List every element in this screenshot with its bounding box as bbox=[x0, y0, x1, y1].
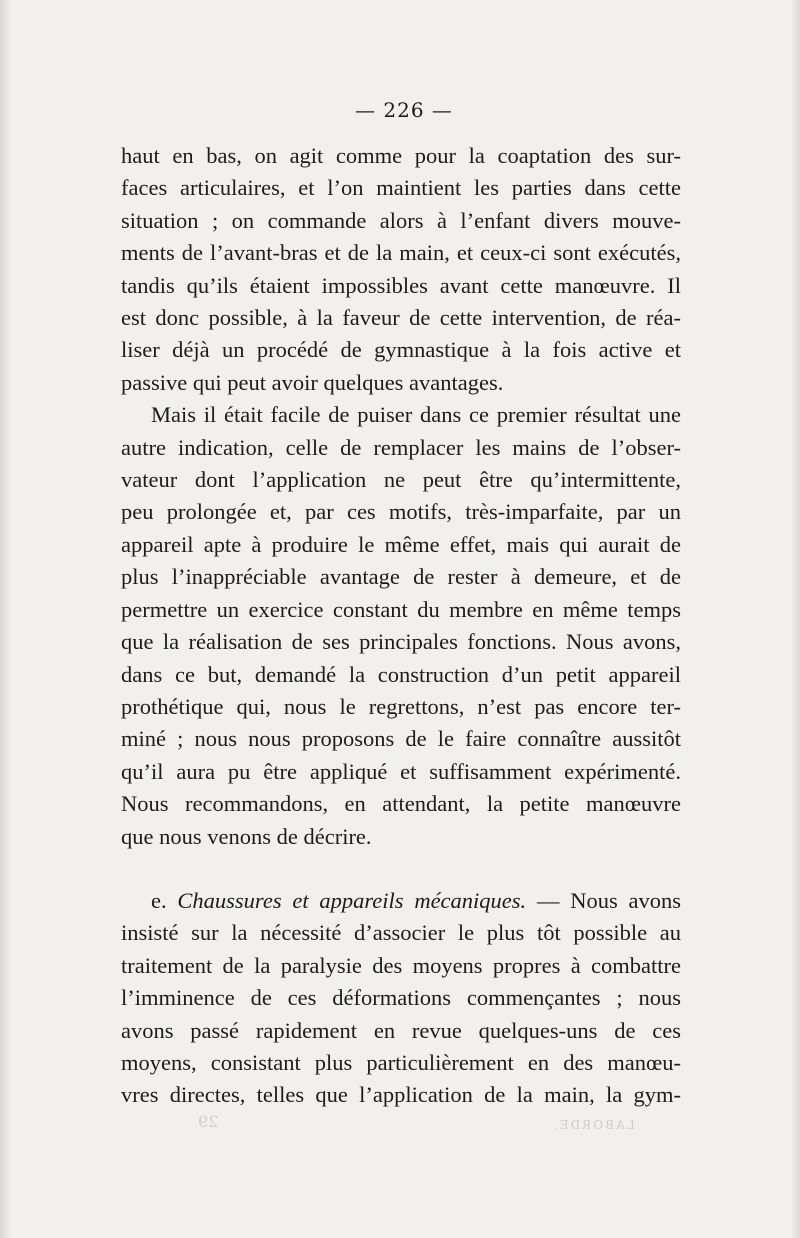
text-line: vateur dont l’application ne peut être qu’intermittente, bbox=[121, 467, 681, 493]
text-line: Nous recommandons, en attendant, la petite manœuvre bbox=[121, 791, 681, 817]
text-line: ments de l’avant-bras et de la main, et ceux-ci sont exécutés, bbox=[121, 240, 681, 266]
text-line: moyens, consistant plus particulièrement en des manœu- bbox=[121, 1049, 681, 1075]
text-line: prothétique qui, nous le regrettons, n’est pas encore ter- bbox=[121, 693, 681, 719]
text-line: liser déjà un procédé de gymnastique à la fois active et bbox=[121, 337, 681, 363]
text-line: Mais il était facile de puiser dans ce premier résultat une bbox=[151, 402, 681, 428]
text-line: plus l’inappréciable avantage de rester à demeure, et de bbox=[121, 564, 681, 590]
section-first-line-rest: — Nous avons bbox=[526, 887, 681, 913]
text-line: passive qui peut avoir quelques avantages. bbox=[121, 369, 504, 395]
text-line: tandis qu’ils étaient impossibles avant cette manœuvre. Il bbox=[121, 272, 681, 298]
page-body bbox=[121, 140, 681, 1112]
text-line: dans ce but, demandé la construction d’un petit appareil bbox=[121, 661, 681, 687]
text-line: faces articulaires, et l’on maintient les parties dans cette bbox=[121, 175, 681, 201]
text-line: traitement de la paralysie des moyens propres à combattre bbox=[121, 952, 681, 978]
scan-right-edge bbox=[790, 0, 800, 1238]
paragraph-gap bbox=[121, 853, 681, 885]
text-line: l’imminence de ces déformations commençantes ; nous bbox=[121, 985, 681, 1011]
signature-mark: 29 bbox=[198, 1112, 219, 1131]
text-line: autre indication, celle de remplacer les mains de l’obser- bbox=[121, 434, 681, 460]
text-line: situation ; on commande alors à l’enfant divers mouve- bbox=[121, 207, 681, 233]
text-line: insisté sur la nécessité d’associer le plus tôt possible au bbox=[121, 920, 681, 946]
section-heading-line bbox=[121, 885, 681, 917]
printer-mark: LABORDE. bbox=[552, 1118, 635, 1132]
text-line: est donc possible, à la faveur de cette intervention, de réa- bbox=[121, 305, 681, 331]
text-line: vres directes, telles que l’application de la main, la gym- bbox=[121, 1082, 681, 1108]
text-line: que la réalisation de ses principales fonctions. Nous avons, bbox=[121, 629, 681, 655]
paragraph-prosthetic-device bbox=[121, 399, 681, 853]
text-line: haut en bas, on agit comme pour la coaptation des sur- bbox=[121, 143, 681, 168]
text-line: miné ; nous nous proposons de le faire connaître aussitôt bbox=[121, 726, 681, 752]
scan-left-edge bbox=[0, 0, 12, 1238]
text-line: avons passé rapidement en revue quelques-uns de ces bbox=[121, 1017, 681, 1043]
section-title: Chaussures et appareils mécaniques. bbox=[177, 887, 527, 913]
text-line: permettre un exercice constant du membre en même temps bbox=[121, 596, 681, 622]
paragraph-continuation bbox=[121, 140, 681, 399]
section-chaussures bbox=[121, 885, 681, 1112]
page-number: — 226 — bbox=[355, 98, 453, 122]
section-label: e. bbox=[151, 887, 167, 913]
text-line: appareil apte à produire le même effet, mais qui aurait de bbox=[121, 531, 681, 557]
text-line: qu’il aura pu être appliqué et suffisamment expérimenté. bbox=[121, 758, 681, 784]
text-line: que nous venons de décrire. bbox=[121, 823, 372, 849]
text-line: peu prolongée et, par ces motifs, très-imparfaite, par un bbox=[121, 499, 681, 525]
